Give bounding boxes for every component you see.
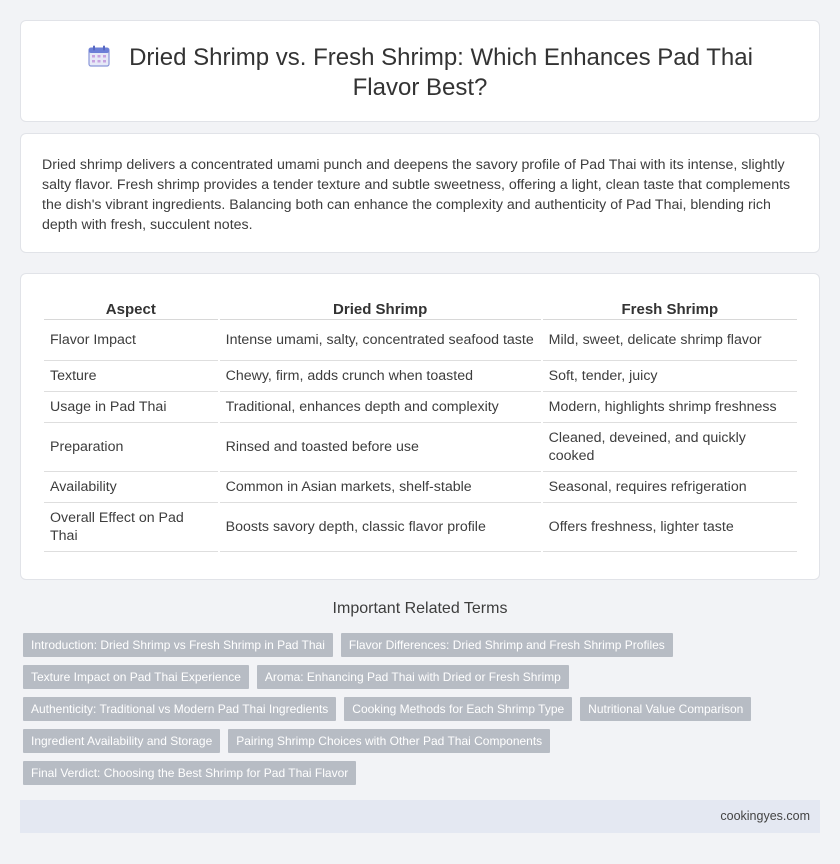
table-cell: Intense umami, salty, concentrated seafood taste xyxy=(220,320,541,361)
header-fresh-shrimp: Fresh Shrimp xyxy=(543,295,797,320)
related-term-tag[interactable]: Aroma: Enhancing Pad Thai with Dried or Fresh Shrimp xyxy=(257,665,569,689)
calendar-icon xyxy=(87,44,111,68)
title-card xyxy=(20,20,820,122)
table-row xyxy=(44,472,797,503)
table-cell: Common in Asian markets, shelf-stable xyxy=(220,472,541,503)
table-cell: Availability xyxy=(44,472,218,503)
related-terms-list xyxy=(23,633,783,793)
comparison-table xyxy=(42,295,799,552)
table-cell: Chewy, firm, adds crunch when toasted xyxy=(220,361,541,392)
table-cell: Boosts savory depth, classic flavor profile xyxy=(220,503,541,552)
table-cell: Flavor Impact xyxy=(44,320,218,361)
footer-site-link[interactable]: cookingyes.com xyxy=(720,809,810,823)
intro-card xyxy=(20,133,820,253)
page-title: Dried Shrimp vs. Fresh Shrimp: Which Enhances Pad Thai Flavor Best? xyxy=(129,44,753,101)
table-header-row xyxy=(44,295,797,320)
related-terms-heading: Important Related Terms xyxy=(332,600,508,617)
table-cell: Preparation xyxy=(44,423,218,472)
table-cell: Seasonal, requires refrigeration xyxy=(543,472,797,503)
header-aspect: Aspect xyxy=(44,295,218,320)
table-cell: Soft, tender, juicy xyxy=(543,361,797,392)
related-term-tag[interactable]: Nutritional Value Comparison xyxy=(580,697,751,721)
related-term-tag[interactable]: Texture Impact on Pad Thai Experience xyxy=(23,665,249,689)
footer-bar xyxy=(20,800,820,833)
table-cell: Offers freshness, lighter taste xyxy=(543,503,797,552)
related-term-tag[interactable]: Pairing Shrimp Choices with Other Pad Thai Components xyxy=(228,729,550,753)
table-cell: Traditional, enhances depth and complexity xyxy=(220,392,541,423)
related-term-tag[interactable]: Cooking Methods for Each Shrimp Type xyxy=(344,697,572,721)
related-term-tag[interactable]: Ingredient Availability and Storage xyxy=(23,729,220,753)
related-term-tag[interactable]: Flavor Differences: Dried Shrimp and Fresh Shrimp Profiles xyxy=(341,633,673,657)
table-row xyxy=(44,392,797,423)
intro-paragraph: Dried shrimp delivers a concentrated umami punch and deepens the savory profile of Pad Thai with its intense, slightly salty flavor. Fresh shrimp provides a tender texture and subtle sweetness, offering a light, clean taste that complements the dish's vibrant ingredients. Balancing both can enhance the complexity and authenticity of Pad Thai, blending rich depth with fresh, succulent notes. xyxy=(42,157,791,233)
table-cell: Rinsed and toasted before use xyxy=(220,423,541,472)
table-row xyxy=(44,423,797,472)
table-cell: Texture xyxy=(44,361,218,392)
table-cell: Mild, sweet, delicate shrimp flavor xyxy=(543,320,797,361)
related-term-tag[interactable]: Introduction: Dried Shrimp vs Fresh Shrimp in Pad Thai xyxy=(23,633,333,657)
related-term-tag[interactable]: Authenticity: Traditional vs Modern Pad Thai Ingredients xyxy=(23,697,336,721)
table-row xyxy=(44,320,797,361)
comparison-card xyxy=(20,273,820,580)
table-row xyxy=(44,503,797,552)
table-cell: Overall Effect on Pad Thai xyxy=(44,503,218,552)
table-row xyxy=(44,361,797,392)
table-cell: Modern, highlights shrimp freshness xyxy=(543,392,797,423)
page-title-wrap xyxy=(61,43,779,103)
table-cell: Cleaned, deveined, and quickly cooked xyxy=(543,423,797,472)
header-dried-shrimp: Dried Shrimp xyxy=(220,295,541,320)
related-term-tag[interactable]: Final Verdict: Choosing the Best Shrimp for Pad Thai Flavor xyxy=(23,761,356,785)
table-cell: Usage in Pad Thai xyxy=(44,392,218,423)
